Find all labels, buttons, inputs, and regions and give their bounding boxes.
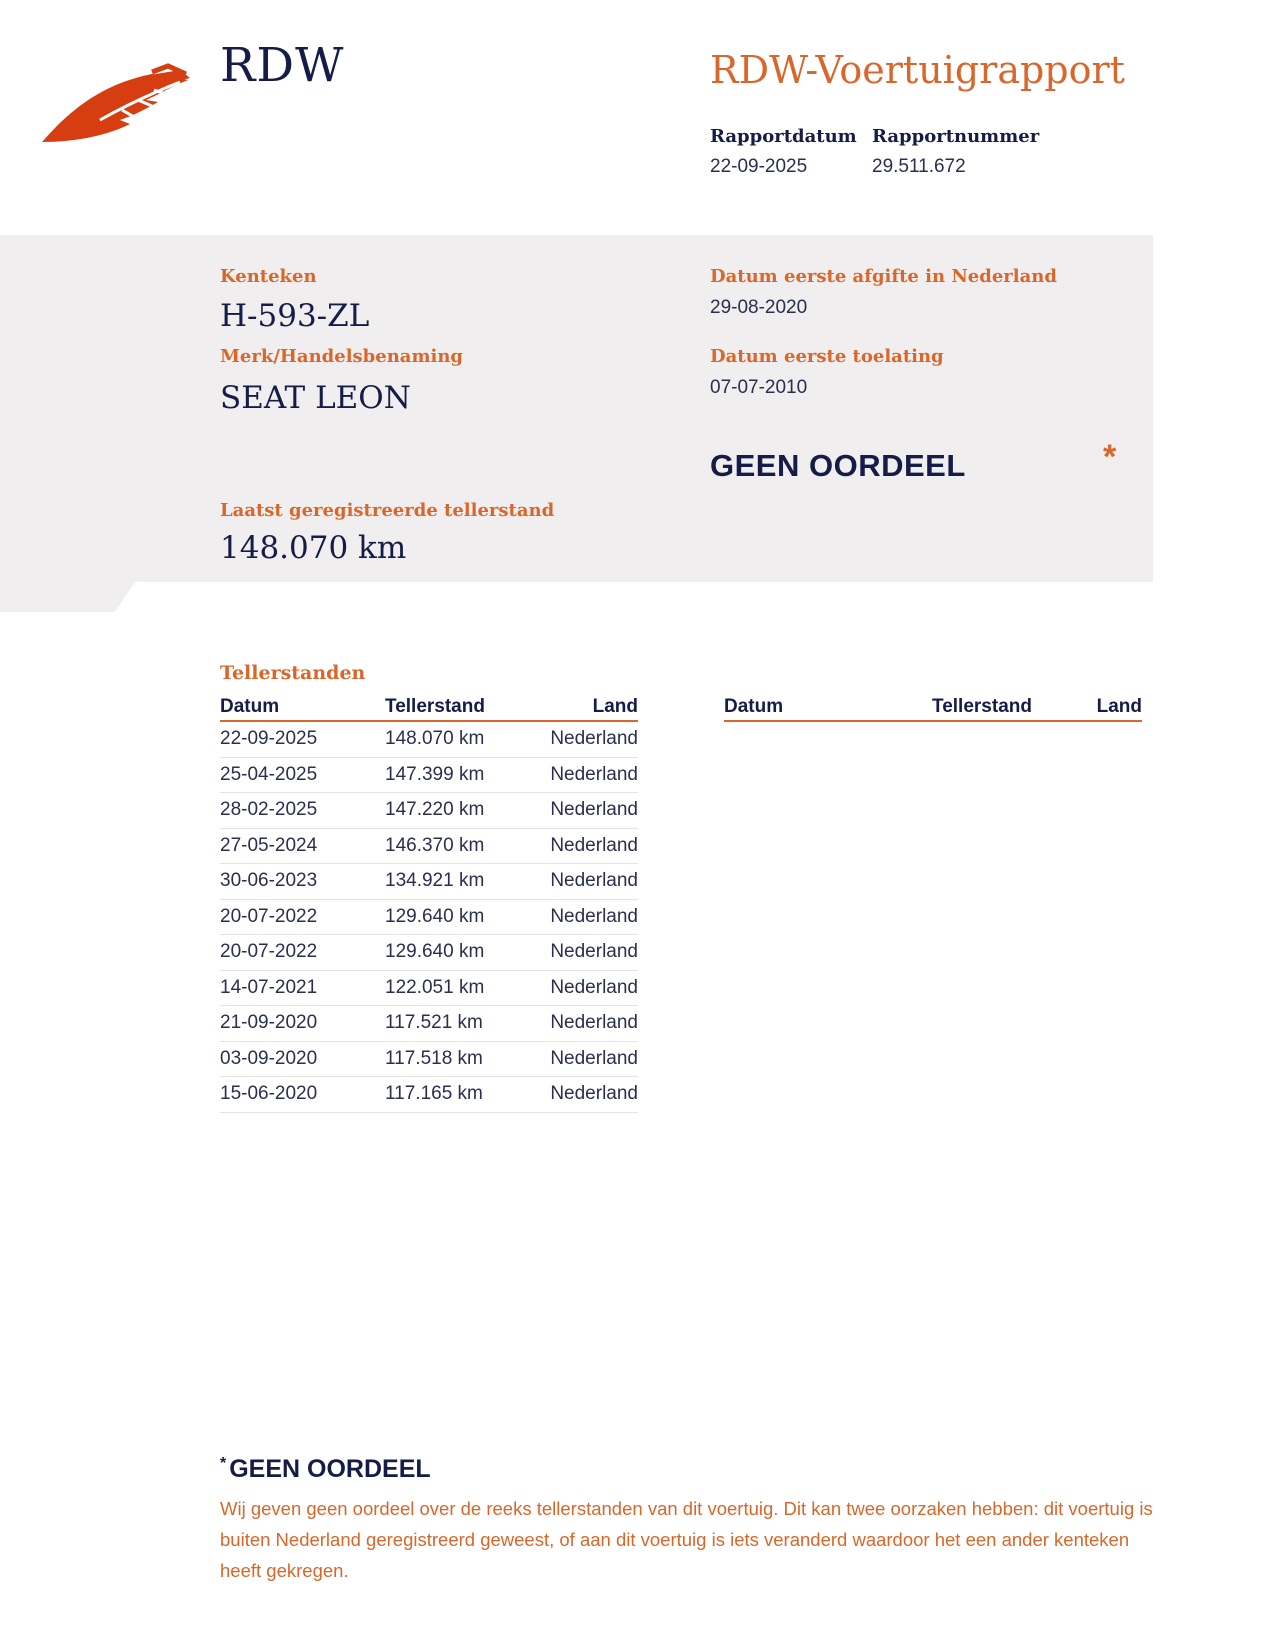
cell-tellerstand: 117.518 km: [385, 1047, 483, 1069]
toelating-value: 07-07-2010: [710, 377, 808, 398]
verdict-asterisk: *: [1103, 438, 1117, 476]
table-row: [220, 971, 638, 1007]
col-tellerstand-header-right: Tellerstand: [932, 696, 1032, 717]
table-row: [220, 1042, 638, 1078]
cell-land: Nederland: [550, 941, 638, 963]
table-row: [220, 900, 638, 936]
tellerstanden-caption: Tellerstanden: [220, 662, 366, 684]
table-header: [220, 688, 638, 722]
cell-land: Nederland: [550, 1012, 638, 1034]
cell-land: Nederland: [550, 1083, 638, 1105]
cell-tellerstand: 134.921 km: [385, 870, 485, 892]
table-header-right: [724, 688, 1142, 722]
teller-value: 148.070 km: [220, 530, 407, 566]
cell-datum: 22-09-2025: [220, 728, 318, 750]
col-land-header-right: Land: [1096, 696, 1142, 717]
afgifte-value: 29-08-2020: [710, 297, 808, 318]
cell-land: Nederland: [550, 763, 638, 785]
cell-datum: 25-04-2025: [220, 763, 318, 785]
cell-tellerstand: 129.640 km: [385, 905, 485, 927]
kenteken-label: Kenteken: [220, 266, 317, 287]
cell-tellerstand: 117.521 km: [385, 1012, 483, 1034]
cell-tellerstand: 147.220 km: [385, 799, 485, 821]
table-row: [220, 722, 638, 758]
table-row: [220, 758, 638, 794]
cell-datum: 20-07-2022: [220, 905, 318, 927]
report-title: RDW-Voertuigrapport: [710, 48, 1125, 92]
cell-tellerstand: 148.070 km: [385, 728, 485, 750]
tellerstanden-table-left: [220, 688, 638, 1113]
cell-land: Nederland: [550, 1047, 638, 1069]
cell-tellerstand: 129.640 km: [385, 941, 485, 963]
tellerstanden-table-right: [724, 688, 1142, 722]
cell-datum: 30-06-2023: [220, 870, 318, 892]
cell-datum: 14-07-2021: [220, 976, 318, 998]
table-row: [220, 793, 638, 829]
vehicle-info-panel: [0, 235, 1153, 582]
cell-tellerstand: 146.370 km: [385, 834, 485, 856]
cell-land: Nederland: [550, 728, 638, 750]
cell-land: Nederland: [550, 799, 638, 821]
cell-datum: 27-05-2024: [220, 834, 318, 856]
rapportnummer-value: 29.511.672: [872, 156, 966, 177]
rapportnummer-label: Rapportnummer: [872, 126, 1040, 147]
table-row: [220, 935, 638, 971]
col-tellerstand-header: Tellerstand: [385, 696, 485, 717]
toelating-label: Datum eerste toelating: [710, 346, 944, 367]
rdw-logo-icon: [40, 62, 200, 152]
footnote-title-text: GEEN OORDEEL: [229, 1455, 431, 1483]
footnote-title: [220, 1455, 431, 1484]
col-datum-header: Datum: [220, 696, 280, 717]
kenteken-value: H-593-ZL: [220, 298, 370, 334]
table-row: [220, 829, 638, 865]
table-row: [220, 1077, 638, 1113]
col-datum-header-right: Datum: [724, 696, 784, 717]
cell-tellerstand: 147.399 km: [385, 763, 485, 785]
verdict-status: GEEN OORDEEL: [710, 448, 966, 483]
rapportdatum-value: 22-09-2025: [710, 156, 808, 177]
cell-datum: 20-07-2022: [220, 941, 318, 963]
afgifte-label: Datum eerste afgifte in Nederland: [710, 266, 1057, 287]
cell-land: Nederland: [550, 870, 638, 892]
col-land-header: Land: [592, 696, 638, 717]
cell-tellerstand: 117.165 km: [385, 1083, 483, 1105]
table-row: [220, 1006, 638, 1042]
cell-tellerstand: 122.051 km: [385, 976, 485, 998]
cell-land: Nederland: [550, 976, 638, 998]
table-row: [220, 864, 638, 900]
footnote-star: *: [220, 1455, 227, 1472]
table-body: [220, 722, 638, 1113]
merk-value: SEAT LEON: [220, 380, 411, 416]
panel-notch: [0, 582, 135, 612]
cell-land: Nederland: [550, 834, 638, 856]
teller-label: Laatst geregistreerde tellerstand: [220, 500, 555, 521]
cell-datum: 15-06-2020: [220, 1083, 318, 1105]
cell-land: Nederland: [550, 905, 638, 927]
cell-datum: 03-09-2020: [220, 1047, 318, 1069]
cell-datum: 21-09-2020: [220, 1012, 318, 1034]
merk-label: Merk/Handelsbenaming: [220, 346, 464, 367]
footnote-text: Wij geven geen oordeel over de reeks tellerstanden van dit voertuig. Dit kan twee oorzaken hebben: dit voertuig is buiten Nederland geregistreerd geweest, of aan dit voertuig is iets veranderd waardoor het een ander kenteken heeft gekregen.: [220, 1498, 1153, 1581]
cell-datum: 28-02-2025: [220, 799, 318, 821]
brand-name: RDW: [220, 38, 345, 93]
rapportdatum-label: Rapportdatum: [710, 126, 857, 147]
